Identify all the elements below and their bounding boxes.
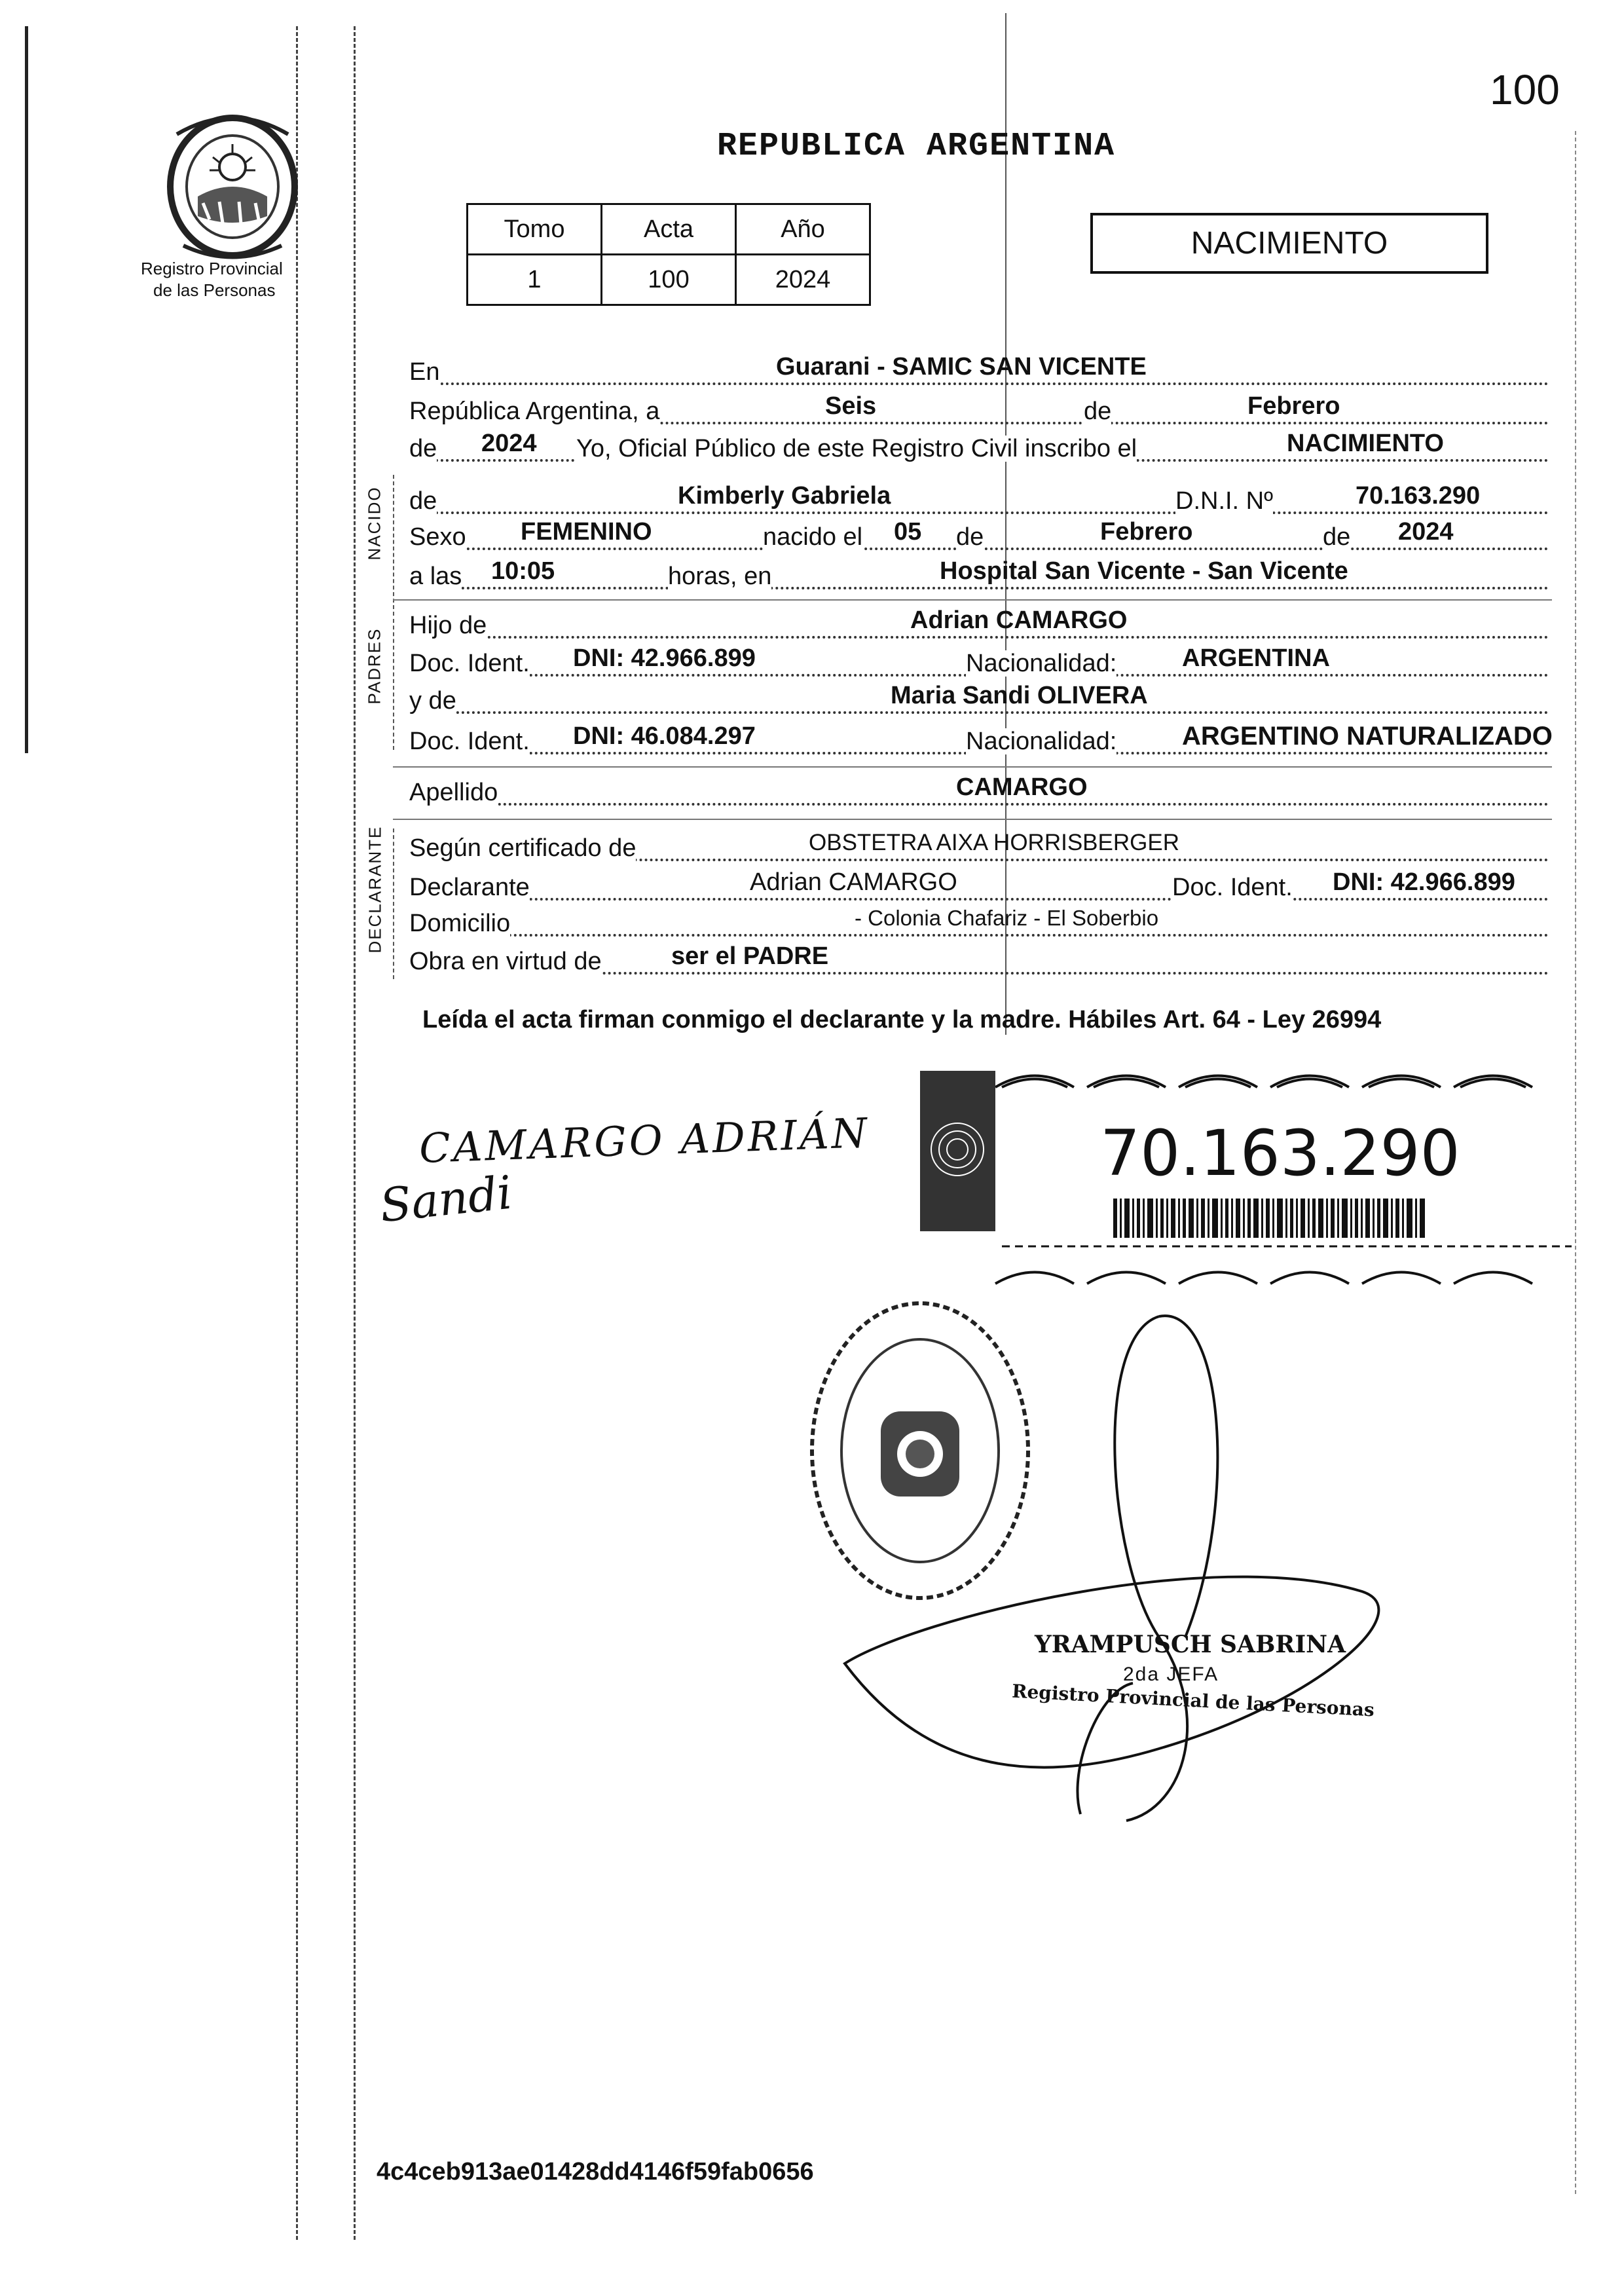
official-stamp-title: 2da JEFA (1123, 1664, 1219, 1685)
official-signature (819, 1297, 1441, 1853)
label-nacionalidad-padre: Nacionalidad: (966, 650, 1117, 677)
registry-name-line2: de las Personas (153, 280, 276, 300)
label-de-mes: de (956, 523, 984, 551)
separator-2 (393, 766, 1552, 768)
value-hora: 10:05 (491, 557, 555, 585)
row-y-de (409, 682, 1549, 715)
value-tomo: 1 (468, 255, 602, 305)
row-hijo-de (409, 606, 1549, 639)
label-de-anio: de (1323, 523, 1351, 551)
row-madre-doc (409, 722, 1553, 755)
value-obra-virtud: ser el PADRE (671, 942, 829, 970)
row-nombre (409, 482, 1549, 515)
label-doc-ident-padre: Doc. Ident. (409, 650, 530, 677)
value-sexo: FEMENINO (521, 518, 652, 546)
value-madre-nacionalidad: ARGENTINO NATURALIZADO (1182, 722, 1553, 751)
record-table-value-row (468, 255, 870, 305)
row-obra-virtud (409, 942, 1549, 975)
document-hash: 4c4ceb913ae01428dd4146f59fab0656 (377, 2158, 814, 2185)
label-apellido: Apellido (409, 779, 498, 806)
value-anio-nacimiento: 2024 (1398, 518, 1454, 546)
country-title: REPUBLICA ARGENTINA (717, 128, 1116, 165)
label-en: En (409, 358, 440, 386)
value-padre-dni: DNI: 42.966.899 (573, 644, 756, 672)
value-padre: Adrian CAMARGO (910, 606, 1128, 634)
value-declarante: Adrian CAMARGO (750, 868, 957, 896)
value-nombre: Kimberly Gabriela (678, 482, 891, 510)
value-mes-nacimiento: Febrero (1100, 518, 1193, 546)
record-type-box (1090, 213, 1488, 274)
label-doc-ident-declarante: Doc. Ident. (1172, 874, 1293, 901)
label-obra-virtud: Obra en virtud de (409, 948, 602, 975)
page-number: 100 (1490, 66, 1560, 113)
barcode-icon (1113, 1199, 1428, 1238)
signature-father: CAMARGO ADRIÁN (418, 1109, 870, 1172)
section-nacido: NACIDO (364, 486, 384, 561)
left-margin-bar (25, 26, 28, 753)
record-type: NACIMIENTO (1190, 226, 1388, 261)
signature-mother: Sandi (377, 1165, 515, 1233)
label-hijo-de: Hijo de (409, 612, 487, 639)
value-lugar: Guarani - SAMIC SAN VICENTE (776, 353, 1147, 381)
header-anio: Año (736, 204, 870, 255)
row-en (409, 353, 1549, 386)
right-margin-line (1575, 131, 1578, 2194)
label-de-year: de (409, 435, 437, 462)
row-apellido (409, 773, 1549, 806)
label-declarante: Declarante (409, 874, 530, 901)
separator-1 (393, 599, 1552, 601)
value-declarante-dni: DNI: 42.966.899 (1333, 868, 1515, 896)
value-mes-inscripcion: Febrero (1247, 392, 1340, 420)
value-acto: NACIMIENTO (1287, 430, 1444, 457)
official-stamp-office: Registro Provincial de las Personas (1011, 1680, 1375, 1721)
value-madre: Maria Sandi OLIVERA (891, 682, 1148, 709)
row-sexo (409, 518, 1549, 551)
closing-text: Leída el acta firman conmigo el declarante y la madre. Hábiles Art. 64 - Ley 26994 (422, 1006, 1382, 1033)
registry-name-line1: Registro Provincial (141, 259, 283, 278)
value-dni: 70.163.290 (1356, 482, 1481, 510)
label-a-las: a las (409, 563, 462, 590)
label-republica: República Argentina, a (409, 398, 660, 425)
header-acta: Acta (602, 204, 736, 255)
row-padre-doc (409, 644, 1549, 677)
label-yo-oficial: Yo, Oficial Público de este Registro Civil inscribo el (576, 435, 1137, 462)
value-padre-nacionalidad: ARGENTINA (1182, 644, 1330, 672)
record-table (466, 203, 871, 306)
value-apellido: CAMARGO (956, 773, 1088, 801)
value-dia-inscripcion: Seis (825, 392, 877, 420)
section-bracket-declarante (393, 828, 394, 979)
official-stamp-name: YRAMPUSCH SABRINA (1035, 1631, 1346, 1658)
label-nacido-el: nacido el (763, 523, 863, 551)
value-madre-dni: DNI: 46.084.297 (573, 722, 756, 750)
section-declarante: DECLARANTE (365, 825, 385, 954)
label-horas-en: horas, en (668, 563, 772, 590)
label-y-de: y de (409, 687, 456, 715)
section-padres: PADRES (364, 627, 384, 705)
header-tomo: Tomo (468, 204, 602, 255)
label-de-nombre: de (409, 487, 437, 515)
label-sexo: Sexo (409, 523, 466, 551)
label-doc-ident-madre: Doc. Ident. (409, 728, 530, 755)
value-acta: 100 (602, 255, 736, 305)
label-nacionalidad-madre: Nacionalidad: (966, 728, 1117, 755)
security-label (917, 1058, 1572, 1300)
value-anio-inscripcion: 2024 (481, 430, 537, 457)
row-certificado (409, 830, 1549, 862)
separator-3 (393, 819, 1552, 820)
label-segun-certificado: Según certificado de (409, 834, 637, 862)
registry-logo (157, 105, 308, 275)
security-label-number: 70.163.290 (1100, 1117, 1460, 1190)
record-table-header-row (468, 204, 870, 255)
provincial-seal-icon (157, 105, 308, 262)
row-declarante (409, 868, 1549, 901)
value-anio: 2024 (736, 255, 870, 305)
row-anio-acto (409, 430, 1549, 462)
value-domicilio: - Colonia Chafariz - El Soberbio (855, 906, 1159, 930)
label-domicilio: Domicilio (409, 910, 511, 937)
label-de: de (1084, 398, 1112, 425)
binding-line-1 (296, 26, 299, 2240)
value-lugar-nacimiento: Hospital San Vicente - San Vicente (940, 557, 1348, 585)
value-dia-nacimiento: 05 (894, 518, 922, 546)
row-republica (409, 392, 1549, 425)
binding-line-2 (354, 26, 357, 2240)
value-certificado: OBSTETRA AIXA HORRISBERGER (809, 830, 1179, 855)
section-bracket-padres (393, 619, 394, 750)
row-hora (409, 557, 1549, 590)
section-bracket-nacido (393, 475, 394, 616)
row-domicilio (409, 906, 1549, 937)
label-dni: D.N.I. Nº (1175, 487, 1273, 515)
